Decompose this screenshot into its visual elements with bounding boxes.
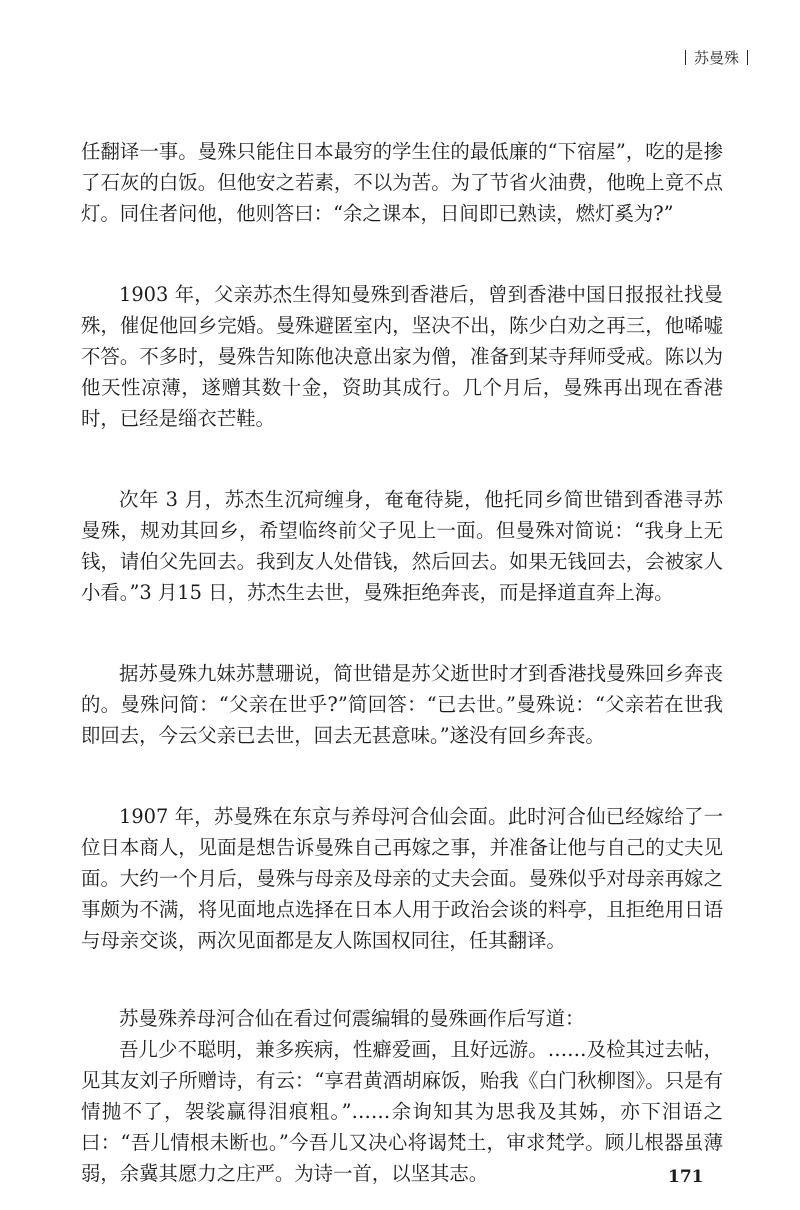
header-title: 苏曼殊 xyxy=(693,49,739,67)
paragraph-quote-intro: 苏曼殊养母河合仙在看过何震编辑的曼殊画作后写道： xyxy=(119,1007,585,1030)
paragraph-continued: 任翻译一事。曼殊只能住日本最穷的学生住的最低廉的“下宿屋”，吃的是掺了石灰的白饭。但他安之若素，不以为苦。为了节省火油费，他晚上竟不点灯。同住者问他，他则答曰：“余之课本，日间即已熟读，燃灯奚为?” xyxy=(81,140,723,225)
paragraph-spacer xyxy=(81,751,723,801)
paragraph-sister-account: 据苏曼殊九妹苏慧珊说，简世错是苏父逝世时才到香港找曼殊回乡奔丧的。曼殊问简：“父亲在世乎?”简回答：“已去世。”曼殊说：“父亲若在世我即回去，今云父亲已去世，回去无甚意味。”遂没有回乡奔丧。 xyxy=(81,662,723,747)
header-left-rule xyxy=(685,50,686,65)
paragraph-next-year: 次年 3 月，苏杰生沉疴缠身，奄奄待毙，他托同乡简世错到香港寻苏曼殊，规劝其回乡，希望临终前父子见上一面。但曼殊对简说：“我身上无钱，请伯父先回去。我到友人处借钱，然后回去。如果无钱回去，会被家人小看。”3 月15 日，苏杰生去世，曼殊拒绝奔丧，而是择道直奔上海。 xyxy=(81,488,723,604)
page-number: 171 xyxy=(668,1167,704,1187)
paragraph-quotation: 吾儿少不聪明，兼多疾病，性癖爱画，且好远游。……及检其过去帖，见其友刘子所赠诗，有云：“享君黄酒胡麻饭，贻我《白门秋柳图》。只是有情抛不了，袈裟赢得泪痕粗。”……余询知其为思我及其姊，亦下泪语之曰：“吾儿情根未断也。”今吾儿又决心将谒梵土，审求梵学。顾儿根器虽薄弱，余冀其愿力之庄严。为诗一首，以坚其志。 xyxy=(81,1038,723,1185)
paragraph-spacer xyxy=(81,608,723,658)
paragraph-1907: 1907 年，苏曼殊在东京与养母河合仙会面。此时河合仙已经嫁给了一位日本商人，见面是想告诉曼殊自己再嫁之事，并准备让他与自己的丈夫见面。大约一个月后，曼殊与母亲及母亲的丈夫会面。曼殊似乎对母亲再嫁之事颇为不满，将见面地点选择在日本人用于政治会谈的料亭，且拒绝用日语与母亲交谈，两次见面都是友人陈国权同往，任其翻译。 xyxy=(81,805,723,952)
paragraph-1903: 1903 年，父亲苏杰生得知曼殊到香港后，曾到香港中国日报报社找曼殊，催促他回乡完婚。曼殊避匿室内，坚决不出，陈少白劝之再三，他唏嘘不答。不多时，曼殊告知陈他决意出家为僧，准备到某寺拜师受戒。陈以为他天性凉薄，遂赠其数十金，资助其成行。几个月后，曼殊再出现在香港时，已经是缁衣芒鞋。 xyxy=(81,283,723,430)
body-text xyxy=(81,136,723,1189)
paragraph-spacer xyxy=(81,956,723,1003)
paragraph-spacer xyxy=(81,229,723,279)
header-right-rule xyxy=(747,50,748,65)
running-header xyxy=(677,47,756,69)
paragraph-spacer xyxy=(81,434,723,484)
